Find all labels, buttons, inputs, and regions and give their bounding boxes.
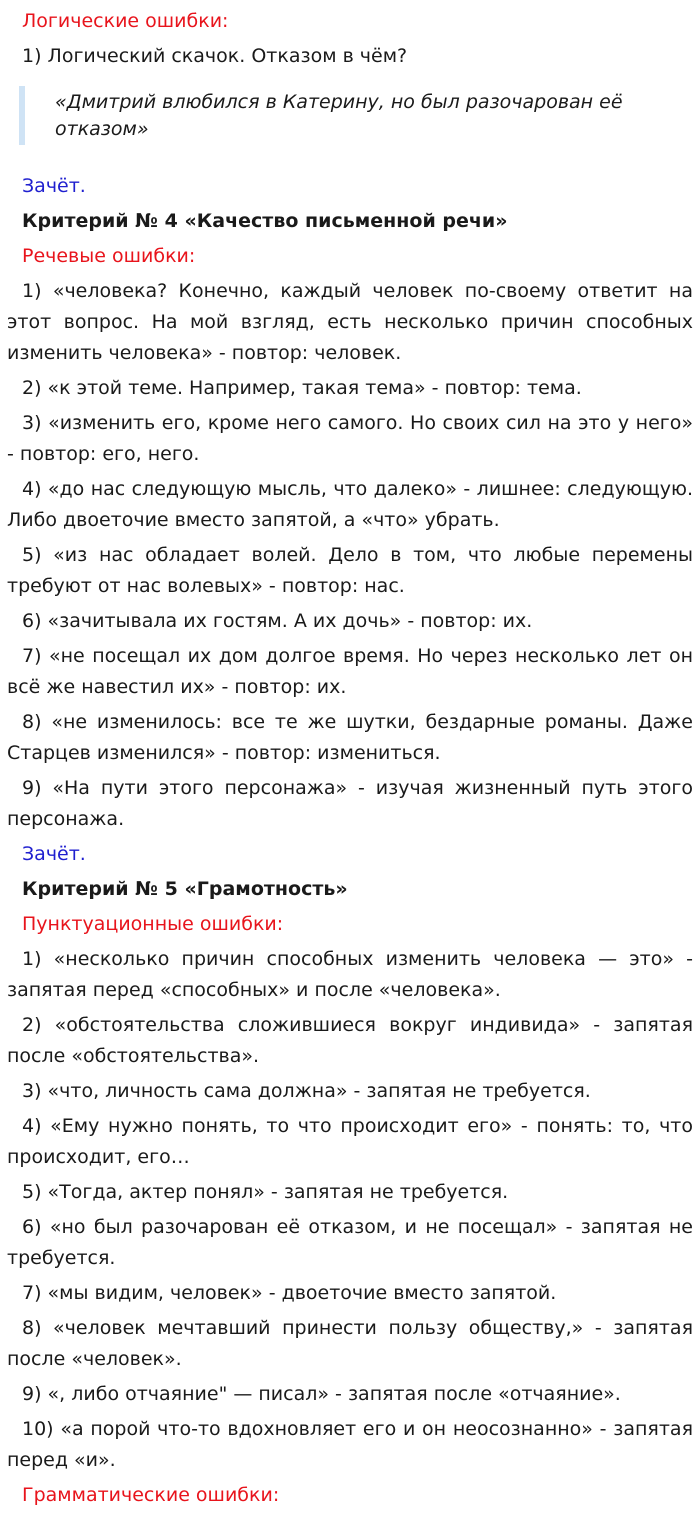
- punctuation-error-item-10: 10) «а порой что-то вдохновляет его и он неосознанно» - запятая перед «и».: [7, 1418, 693, 1471]
- logic-verdict: Зачёт.: [22, 175, 86, 197]
- criterion-4-title: Критерий № 4 «Качество письменной речи»: [22, 210, 508, 232]
- punctuation-error-item-5: 5) «Тогда, актер понял» - запятая не требуется.: [22, 1181, 509, 1203]
- punctuation-error-item-1: 1) «несколько причин способных изменить человека — это» - запятая перед «способных» и после «человека».: [7, 948, 693, 1001]
- punctuation-error-item-3: 3) «что, личность сама должна» - запятая не требуется.: [22, 1080, 591, 1102]
- speech-error-item-6: 6) «зачитывала их гостям. А их дочь» - повтор: их.: [22, 610, 533, 632]
- speech-error-item-3: 3) «изменить его, кроме него самого. Но своих сил на это у него» - повтор: его, него.: [7, 412, 693, 465]
- logic-errors-heading: Логические ошибки:: [22, 10, 229, 32]
- essay-review: [7, 0, 693, 1511]
- speech-error-item-9: 9) «На пути этого персонажа» - изучая жизненный путь этого персонажа.: [7, 777, 693, 830]
- punctuation-errors-heading: Пунктуационные ошибки:: [22, 913, 284, 935]
- speech-errors-heading: Речевые ошибки:: [22, 245, 196, 267]
- speech-error-item-2: 2) «к этой теме. Например, такая тема» - повтор: тема.: [22, 377, 582, 399]
- punctuation-error-item-4: 4) «Ему нужно понять, то что происходит его» - понять: то, что происходит, его…: [7, 1115, 693, 1168]
- speech-error-item-7: 7) «не посещал их дом долгое время. Но через несколько лет он всё же навестил их» - повтор: их.: [7, 645, 693, 698]
- criterion-4-verdict: Зачёт.: [22, 843, 86, 865]
- speech-error-item-1: 1) «человека? Конечно, каждый человек по-своему ответит на этот вопрос. На мой взгляд, есть несколько причин способных изменить человека» - повтор: человек.: [7, 280, 693, 364]
- punctuation-error-item-2: 2) «обстоятельства сложившиеся вокруг индивида» - запятая после «обстоятельства».: [7, 1014, 693, 1067]
- speech-error-item-8: 8) «не изменилось: все те же шутки, бездарные романы. Даже Старцев изменился» - повтор: измениться.: [7, 711, 693, 764]
- speech-error-item-5: 5) «из нас обладает волей. Дело в том, что любые перемены требуют от нас волевых» - повтор: нас.: [7, 544, 693, 597]
- quoted-fragment: [19, 86, 693, 145]
- quote-text: «Дмитрий влюбился в Катерину, но был разочарован её отказом»: [55, 91, 623, 140]
- punctuation-error-item-6: 6) «но был разочарован её отказом, и не посещал» - запятая не требуется.: [7, 1216, 693, 1269]
- logic-error-item: 1) Логический скачок. Отказом в чём?: [22, 45, 408, 67]
- punctuation-error-item-8: 8) «человек мечтавший принести пользу обществу,» - запятая после «человек».: [7, 1317, 693, 1370]
- criterion-5-title: Критерий № 5 «Грамотность»: [22, 878, 348, 900]
- punctuation-error-item-9: 9) «, либо отчаяние" — писал» - запятая после «отчаяние».: [22, 1383, 621, 1405]
- speech-error-item-4: 4) «до нас следующую мысль, что далеко» - лишнее: следующую. Либо двоеточие вместо запятой, а «что» убрать.: [7, 478, 693, 531]
- grammar-errors-heading: Грамматические ошибки:: [22, 1484, 280, 1506]
- punctuation-error-item-7: 7) «мы видим, человек» - двоеточие вместо запятой.: [22, 1282, 557, 1304]
